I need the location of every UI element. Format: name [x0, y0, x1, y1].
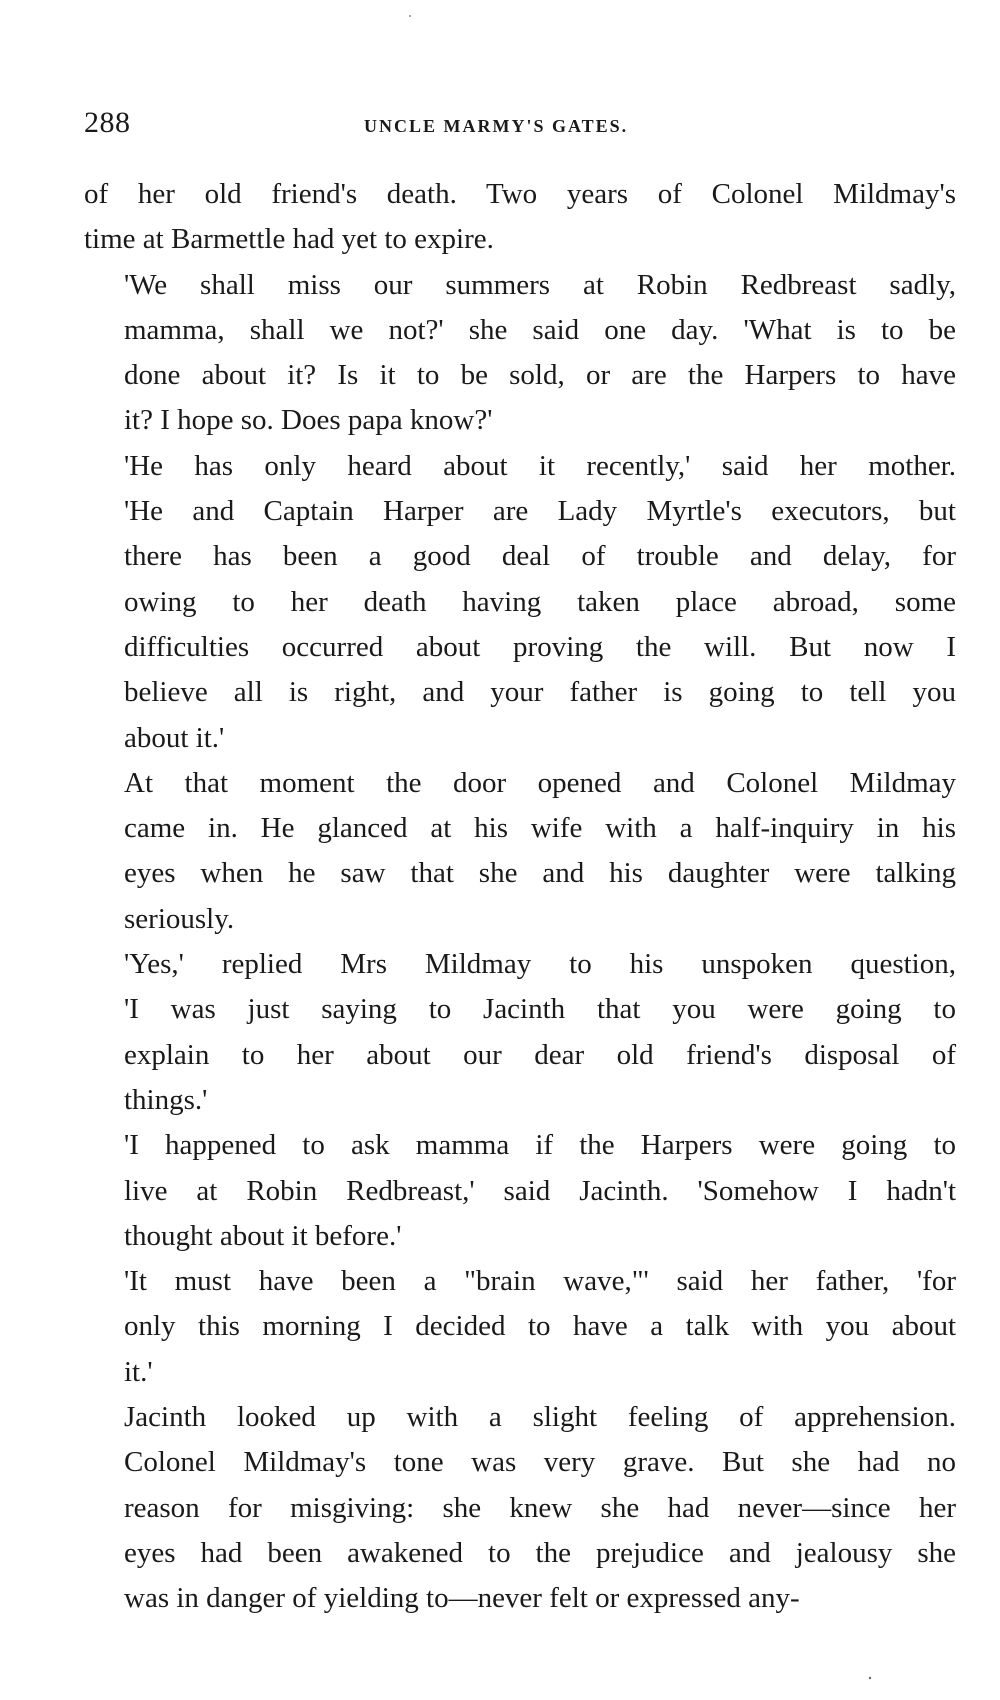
paragraph	[84, 1259, 956, 1395]
text-line: 'I happened to ask mamma if the Harpers were going to	[124, 1129, 956, 1162]
text-line: eyes when he saw that she and his daughter were talking	[124, 857, 956, 890]
text-line: there has been a good deal of trouble and delay, for	[124, 540, 956, 573]
text-line: it.'	[124, 1355, 153, 1388]
text-line: live at Robin Redbreast,' said Jacinth. 'Somehow I hadn't	[124, 1174, 956, 1207]
text-line: thought about it before.'	[124, 1219, 402, 1252]
text-line: 'He has only heard about it recently,' said her mother.	[124, 449, 956, 482]
speck	[409, 15, 411, 17]
running-head: UNCLE MARMY'S GATES.	[364, 116, 629, 136]
paragraph	[84, 1395, 956, 1621]
body-text	[84, 172, 956, 1622]
text-line: believe all is right, and your father is going to tell you	[124, 676, 956, 709]
page-header	[84, 106, 956, 146]
text-line: owing to her death having taken place abroad, some	[124, 585, 956, 618]
text-line: 'I was just saying to Jacinth that you were going to	[124, 993, 956, 1026]
paragraph	[84, 444, 956, 761]
text-line: about it.'	[124, 721, 225, 754]
text-line: 'We shall miss our summers at Robin Redbreast sadly,	[124, 268, 956, 301]
text-line: eyes had been awakened to the prejudice and jealousy she	[124, 1536, 956, 1569]
text-line: Colonel Mildmay's tone was very grave. But she had no	[124, 1446, 956, 1479]
text-line: Jacinth looked up with a slight feeling of apprehension.	[124, 1401, 956, 1434]
text-line: things.'	[124, 1083, 208, 1116]
text-line: it? I hope so. Does papa know?'	[124, 404, 493, 437]
text-line: At that moment the door opened and Colonel Mildmay	[124, 766, 956, 799]
speck	[869, 1677, 871, 1679]
page-number: 288	[84, 106, 131, 139]
paragraph	[84, 942, 956, 1123]
text-line: was in danger of yielding to—never felt or expressed any-	[124, 1582, 800, 1615]
paragraph	[84, 1123, 956, 1259]
text-line: 'Yes,' replied Mrs Mildmay to his unspoken question,	[124, 948, 956, 981]
text-line: 'It must have been a "brain wave,"' said her father, 'for	[124, 1265, 956, 1298]
paragraph	[84, 761, 956, 942]
text-line: reason for misgiving: she knew she had never—since her	[124, 1491, 956, 1524]
text-line: difficulties occurred about proving the will. But now I	[124, 630, 956, 663]
paragraph	[84, 172, 956, 263]
text-line: time at Barmettle had yet to expire.	[84, 223, 494, 256]
text-line: of her old friend's death. Two years of Colonel Mildmay's	[84, 178, 956, 210]
text-line: came in. He glanced at his wife with a half-inquiry in his	[124, 812, 956, 845]
text-line: mamma, shall we not?' she said one day. 'What is to be	[124, 313, 956, 346]
text-line: explain to her about our dear old friend's disposal of	[124, 1038, 956, 1071]
text-line: done about it? Is it to be sold, or are the Harpers to have	[124, 359, 956, 392]
paragraph	[84, 263, 956, 444]
text-line: 'He and Captain Harper are Lady Myrtle's executors, but	[124, 495, 956, 528]
text-line: only this morning I decided to have a talk with you about	[124, 1310, 956, 1343]
text-line: seriously.	[124, 902, 235, 935]
